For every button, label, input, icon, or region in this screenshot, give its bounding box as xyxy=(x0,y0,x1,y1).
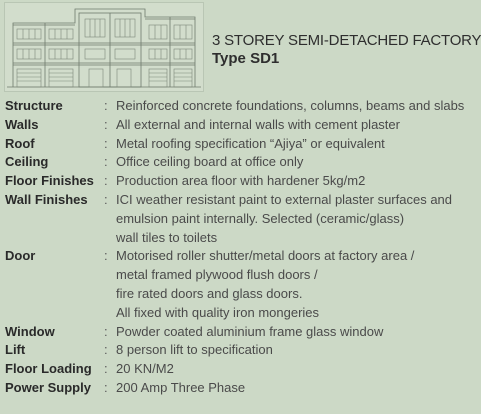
spec-separator: : xyxy=(104,361,108,377)
spec-separator: : xyxy=(104,116,108,132)
spec-value xyxy=(116,135,450,154)
spec-separator: : xyxy=(104,154,108,170)
spec-value-line: Motorised roller shutter/metal doors at factory area / xyxy=(116,248,415,264)
spec-value-line: wall tiles to toilets xyxy=(116,229,218,245)
page-subtitle: Type SD1 xyxy=(212,50,280,67)
spec-value-line: Powder coated aluminium frame glass window xyxy=(116,323,384,339)
spec-row xyxy=(5,341,450,360)
spec-value-line: 20 KN/M2 xyxy=(116,361,174,377)
spec-row xyxy=(5,379,450,398)
spec-value-line: 200 Amp Three Phase xyxy=(116,379,246,395)
spec-label: Window xyxy=(5,323,55,339)
spec-separator: : xyxy=(104,98,108,113)
spec-label: Structure xyxy=(5,98,63,113)
specification-list xyxy=(5,97,465,398)
spec-value xyxy=(116,247,450,322)
spec-value-line: Office ceiling board at office only xyxy=(116,154,304,170)
spec-value-line: 8 person lift to specification xyxy=(116,342,273,358)
spec-row xyxy=(5,97,465,116)
spec-value-line: All fixed with quality iron mongeries xyxy=(116,304,320,320)
spec-value xyxy=(116,323,450,342)
spec-separator: : xyxy=(104,379,108,395)
spec-value-line: metal framed plywood flush doors / xyxy=(116,267,318,283)
spec-value xyxy=(116,360,450,379)
spec-value xyxy=(116,379,450,398)
spec-value-line: ICI weather resistant paint to external plaster surfaces and xyxy=(116,191,453,207)
spec-label: Power Supply xyxy=(5,379,91,395)
spec-label: Floor Loading xyxy=(5,361,92,377)
spec-value-line: Reinforced concrete foundations, columns, beams and slabs xyxy=(116,98,465,113)
spec-value-line: Metal roofing specification “Ajiya” or equivalent xyxy=(116,135,385,151)
spec-label: Ceiling xyxy=(5,154,49,170)
spec-row xyxy=(5,323,450,342)
spec-value xyxy=(116,191,452,247)
document-header xyxy=(212,32,481,67)
spec-value xyxy=(116,153,450,172)
spec-separator: : xyxy=(104,191,108,207)
spec-row xyxy=(5,172,450,191)
spec-row xyxy=(5,191,453,247)
spec-label: Lift xyxy=(5,342,26,358)
spec-label: Walls xyxy=(5,116,39,132)
spec-row xyxy=(5,153,450,172)
spec-label: Roof xyxy=(5,135,35,151)
spec-value xyxy=(116,116,450,135)
spec-value xyxy=(116,97,464,116)
spec-value-line: fire rated doors and glass doors. xyxy=(116,285,303,301)
spec-value-line: Production area floor with hardener 5kg/m2 xyxy=(116,173,366,189)
page-title: 3 STOREY SEMI-DETACHED FACTORY xyxy=(212,32,481,49)
spec-separator: : xyxy=(104,135,108,151)
spec-separator: : xyxy=(104,342,108,358)
spec-row xyxy=(5,135,450,154)
spec-row xyxy=(5,116,450,135)
spec-value-line: All external and internal walls with cement plaster xyxy=(116,116,400,132)
spec-label: Floor Finishes xyxy=(5,173,94,189)
spec-separator: : xyxy=(104,323,108,339)
spec-value xyxy=(116,341,450,360)
spec-value xyxy=(116,172,450,191)
spec-separator: : xyxy=(104,173,108,189)
spec-label: Door xyxy=(5,248,36,264)
spec-row xyxy=(5,247,450,322)
spec-value-line: emulsion paint internally. Selected (ceramic/glass) xyxy=(116,210,405,226)
spec-label: Wall Finishes xyxy=(5,191,88,207)
spec-separator: : xyxy=(104,248,108,264)
building-elevation-drawing xyxy=(4,2,204,92)
factory-elevation-icon xyxy=(5,3,203,91)
spec-row xyxy=(5,360,450,379)
